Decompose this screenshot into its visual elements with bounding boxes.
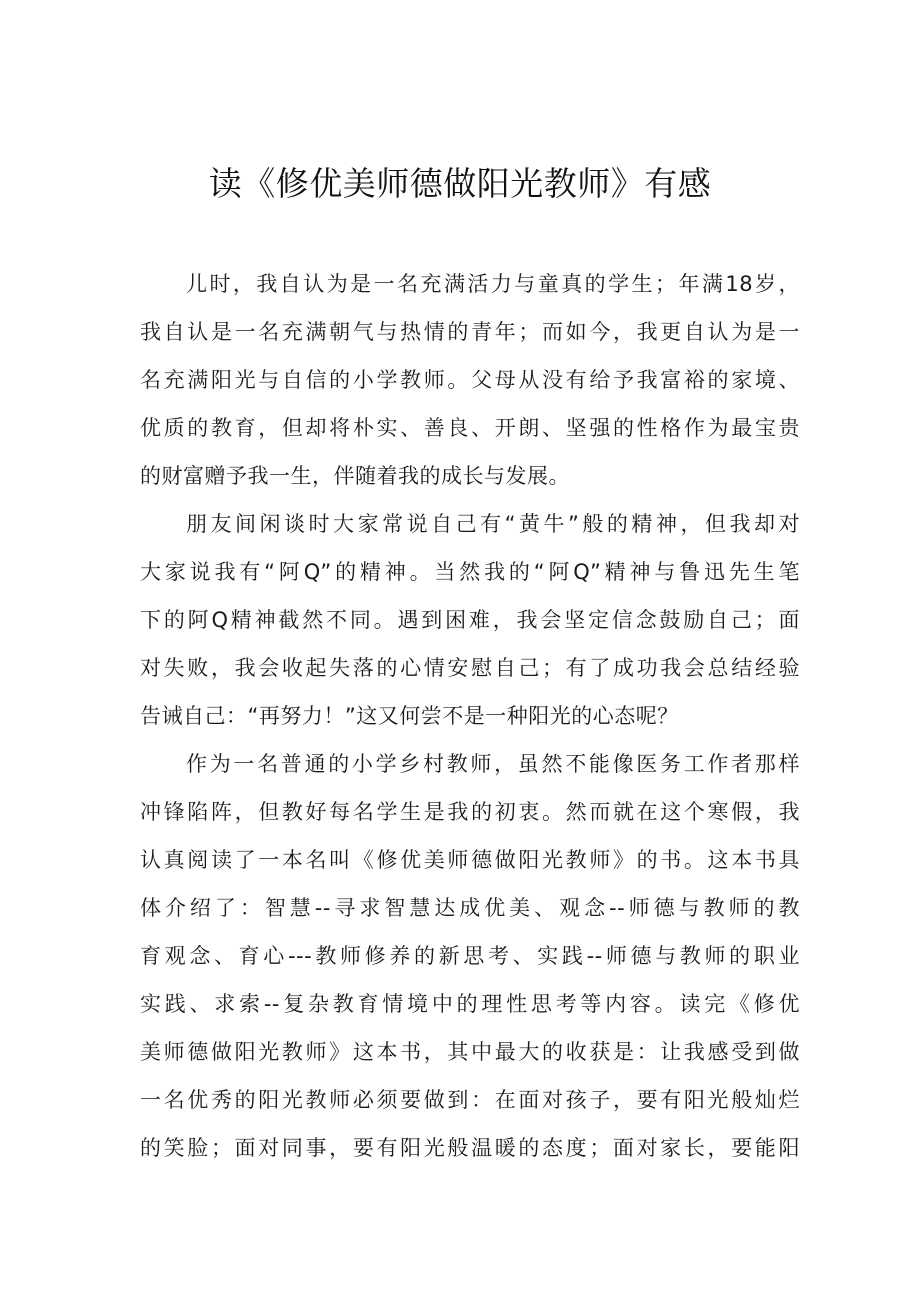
paragraph-3-line-5: 育观念、育心---教师修养的新思考、实践--师德与教师的职业	[140, 944, 800, 968]
paragraph-3-line-8: 一名优秀的阳光教师必须要做到：在面对孩子，要有阳光般灿烂	[140, 1088, 800, 1112]
paragraph-1-line-3: 名充满阳光与自信的小学教师。父母从没有给予我富裕的家境、	[140, 368, 800, 392]
paragraph-3-line-6: 实践、求索--复杂教育情境中的理性思考等内容。读完《修优	[140, 992, 800, 1016]
paragraph-3-line-3: 认真阅读了一本名叫《修优美师德做阳光教师》的书。这本书具	[140, 848, 800, 872]
paragraph-2-line-3: 下的阿Q精神截然不同。遇到困难，我会坚定信念鼓励自己；面	[140, 608, 800, 632]
paragraph-1-line-5: 的财富赠予我一生，伴随着我的成长与发展。	[140, 464, 570, 488]
paragraph-2-line-1: 朋友间闲谈时大家常说自己有“黄牛”般的精神，但我却对	[186, 512, 800, 536]
paragraph-3-line-7: 美师德做阳光教师》这本书，其中最大的收获是：让我感受到做	[140, 1040, 800, 1064]
paragraph-1-line-2: 我自认是一名充满朝气与热情的青年；而如今，我更自认为是一	[140, 320, 800, 344]
paragraph-2-line-2: 大家说我有“阿Q”的精神。当然我的“阿Q”精神与鲁迅先生笔	[140, 560, 800, 584]
paragraph-3-line-9: 的笑脸；面对同事，要有阳光般温暖的态度；面对家长，要能阳	[140, 1136, 800, 1160]
paragraph-2-line-5: 告诫自己：“再努力！”这又何尝不是一种阳光的心态呢？	[140, 704, 679, 728]
paragraph-3-line-1: 作为一名普通的小学乡村教师，虽然不能像医务工作者那样	[186, 752, 800, 776]
paragraph-1-line-4: 优质的教育，但却将朴实、善良、开朗、坚强的性格作为最宝贵	[140, 416, 800, 440]
document-title: 读《修优美师德做阳光教师》有感	[208, 164, 712, 203]
paragraph-1-line-1: 儿时，我自认为是一名充满活力与童真的学生；年满18岁，	[186, 272, 800, 296]
paragraph-2-line-4: 对失败，我会收起失落的心情安慰自己；有了成功我会总结经验	[140, 656, 800, 680]
paragraph-3-line-4: 体介绍了：智慧--寻求智慧达成优美、观念--师德与教师的教	[140, 896, 800, 920]
paragraph-3-line-2: 冲锋陷阵，但教好每名学生是我的初衷。然而就在这个寒假，我	[140, 800, 800, 824]
